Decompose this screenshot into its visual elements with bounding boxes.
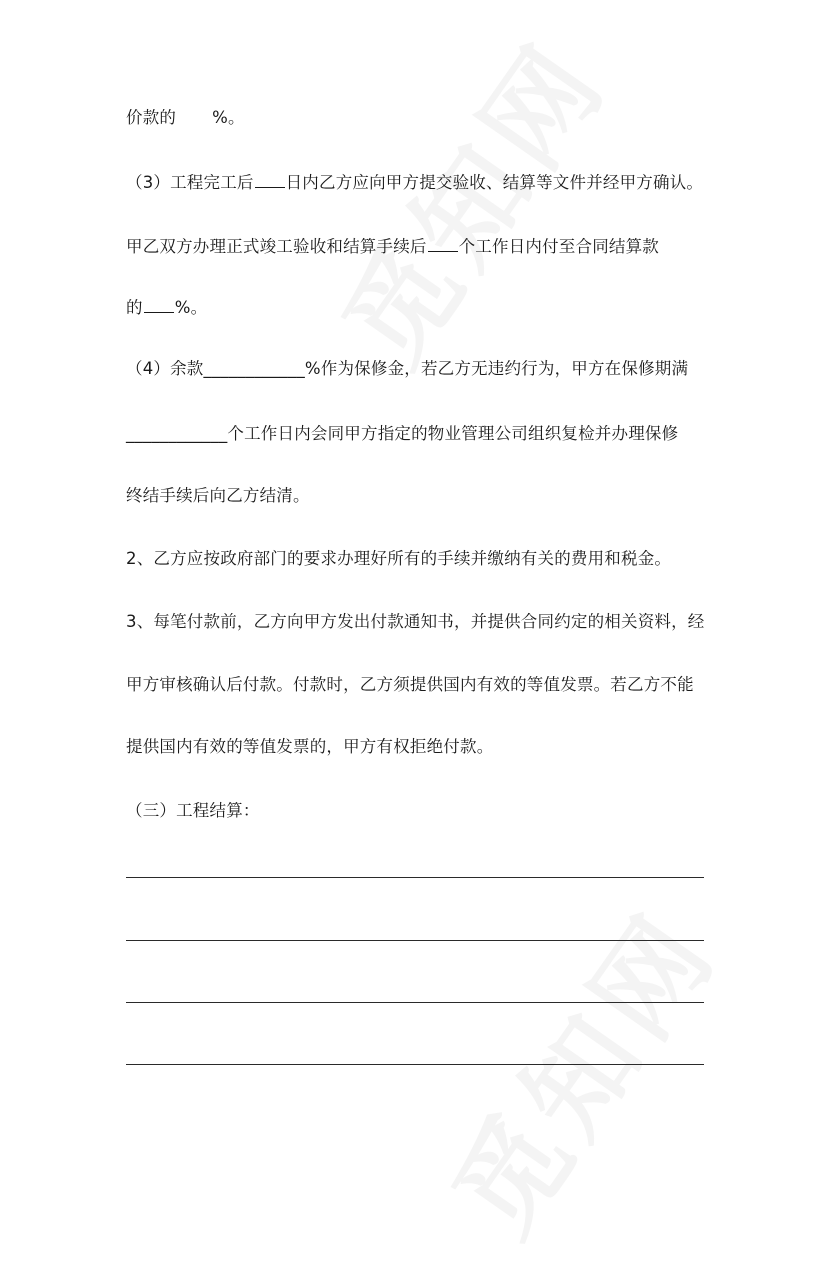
text-line-6: [126, 423, 678, 445]
line4-prefix: 的: [126, 298, 143, 317]
text-line-11: 提供国内有效的等值发票的，甲方有权拒绝付款。: [126, 737, 494, 756]
line1-prefix: 价款的: [126, 108, 177, 127]
line4-suffix: %。: [174, 298, 208, 317]
fill-blank: [144, 296, 174, 313]
blank-rule-line: [126, 877, 704, 878]
text-line-4: [126, 296, 207, 319]
text-line-7: 终结手续后向乙方结清。: [126, 486, 310, 505]
line1-suffix: %。: [212, 108, 245, 127]
text-line-5: [126, 358, 688, 380]
section-heading: （三）工程结算：: [126, 801, 260, 820]
blank-rule-line: [126, 940, 704, 941]
text-line-1: [126, 107, 245, 129]
line3-suffix: 个工作日内付至合同结算款: [458, 237, 660, 256]
line3-prefix: 甲乙双方办理正式竣工验收和结算手续后: [126, 237, 427, 256]
text-line-2: [126, 171, 703, 194]
blank-rule-line: [126, 1064, 704, 1065]
text-line-9: 3、每笔付款前，乙方向甲方发出付款通知书，并提供合同约定的相关资料，经: [126, 612, 705, 631]
line5-prefix: （4）余款: [126, 359, 204, 378]
line2-prefix: （3）工程完工后: [126, 173, 254, 192]
watermark: [300, 5, 636, 391]
line6-underscores: ____________: [126, 424, 228, 443]
watermark-bottom: [410, 875, 746, 1261]
blank-rule-line: [126, 1002, 704, 1003]
line6-suffix: 个工作日内会同甲方指定的物业管理公司组织复检并办理保修: [227, 424, 679, 443]
text-line-10: 甲方审核确认后付款。付款时，乙方须提供国内有效的等值发票。若乙方不能: [126, 675, 694, 694]
fill-blank: [428, 235, 458, 252]
text-line-3: [126, 235, 659, 258]
line5-underscores: ____________: [203, 359, 305, 378]
line5-suffix: %作为保修金，若乙方无违约行为，甲方在保修期满: [304, 359, 689, 378]
line2-suffix: 日内乙方应向甲方提交验收、结算等文件并经甲方确认。: [285, 173, 704, 192]
text-line-8: 2、乙方应按政府部门的要求办理好所有的手续并缴纳有关的费用和税金。: [126, 549, 672, 568]
fill-blank: [255, 171, 285, 188]
